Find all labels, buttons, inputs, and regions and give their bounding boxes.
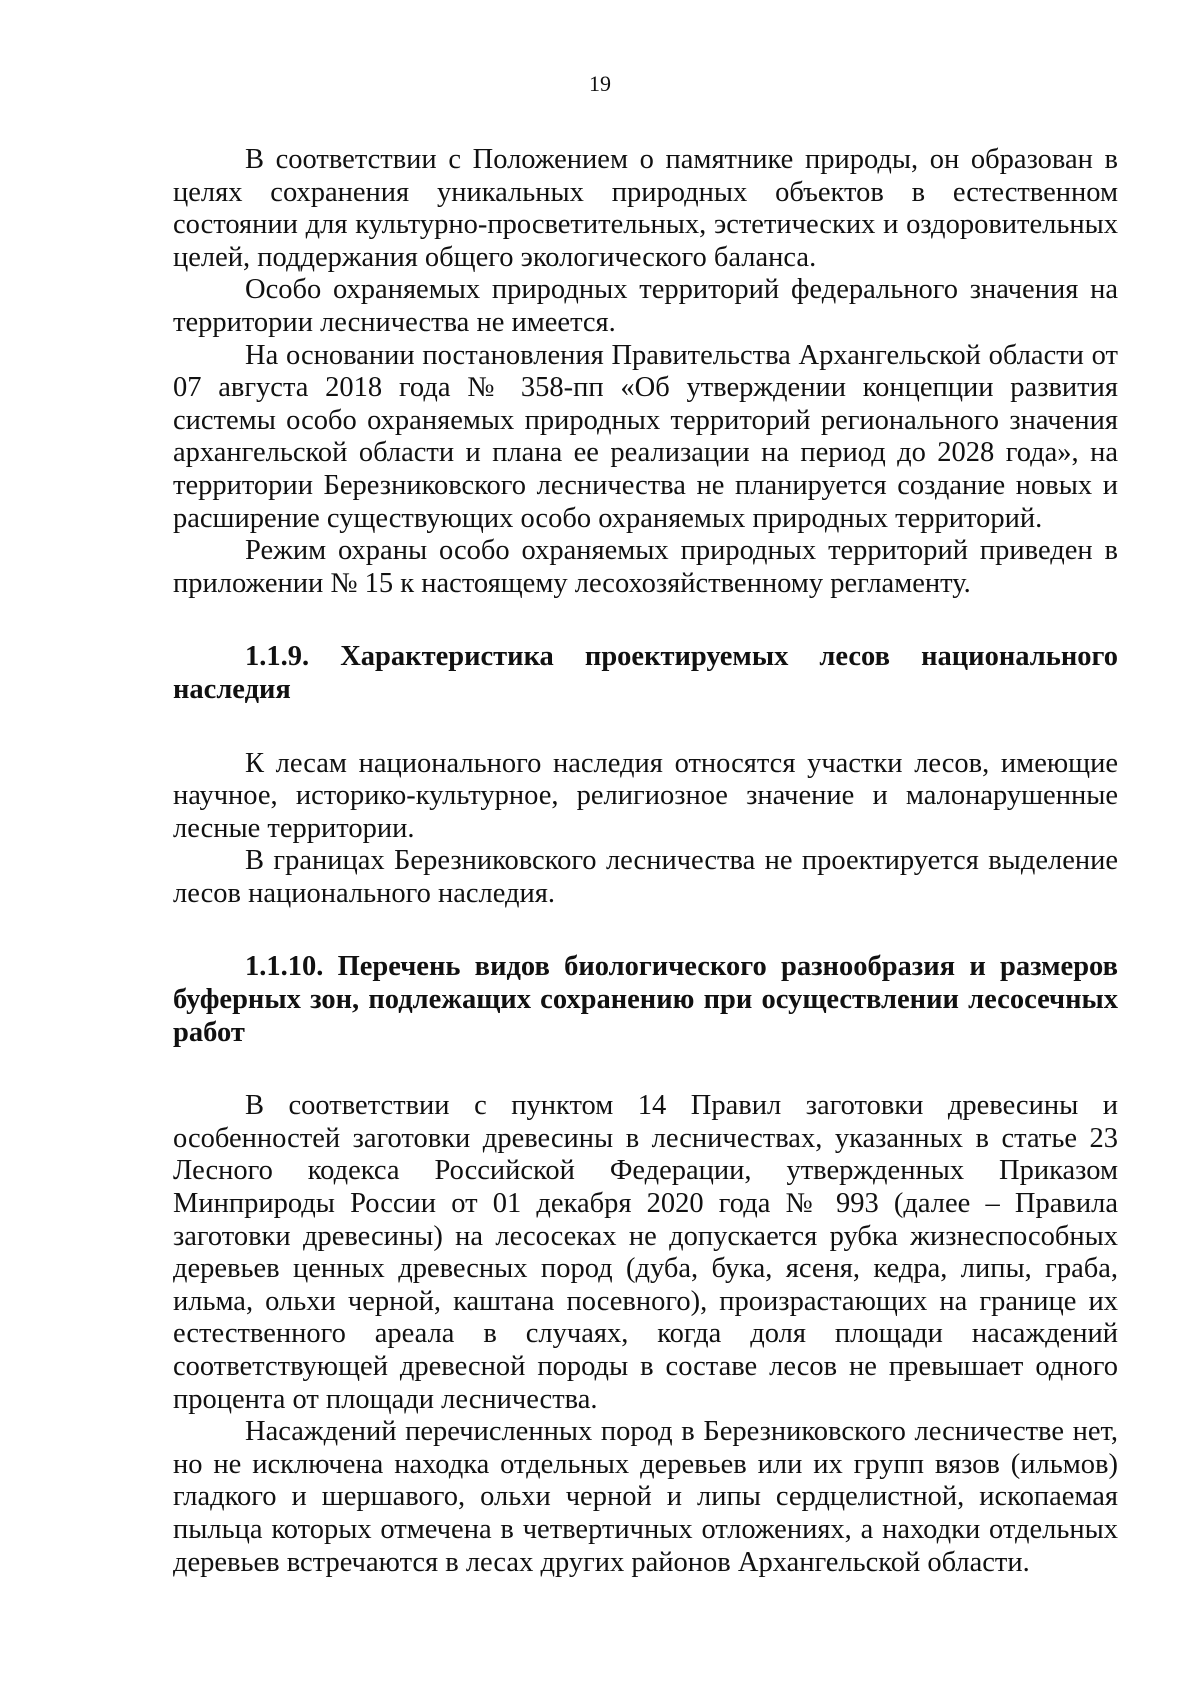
paragraph: В соответствии с пунктом 14 Правил заготовки древесины и особенностей заготовки древесины в лесничествах, указанных в статье 23 Лесного кодекса Российской Федерации, утвержденных Приказом Минприроды России от 01 декабря 2020 года № 993 (далее – Правила заготовки древесины) на лесосеках не допускается рубка жизнеспособных деревьев ценных древесных пород (дуба, бука, ясеня, кедра, липы, граба, ильма, ольхи черной, каштана посевного), произрастающих на границе их естественного ареала в случаях, когда доля площади насаждений соответствующей древесной породы в составе лесов не превышает одного процента от площади лесничества. xyxy=(173,1090,1118,1415)
paragraph: Режим охраны особо охраняемых природных территорий приведен в приложении № 15 к настоящему лесохозяйственному регламенту. xyxy=(173,535,1118,599)
page-number: 19 xyxy=(589,71,611,96)
section-heading-1-1-9: 1.1.9. Характеристика проектируемых лесов национального наследия xyxy=(173,641,1118,705)
paragraph: К лесам национального наследия относятся участки лесов, имеющие научное, историко-культурное, религиозное значение и малонарушенные лесные территории. xyxy=(173,747,1118,844)
paragraph: На основании постановления Правительства Архангельской области от 07 августа 2018 года № 358-пп «Об утверждении концепции развития системы особо охраняемых природных территорий регионального значения архангельской области и плана ее реализации на период до 2028 года», на территории Березниковского лесничества не планируется создание новых и расширение существующих особо охраняемых природных территорий. xyxy=(173,339,1118,534)
section-heading-1-1-10: 1.1.10. Перечень видов биологического разнообразия и размеров буферных зон, подлежащих сохранению при осуществлении лесосечных работ xyxy=(173,951,1118,1048)
paragraph: Насаждений перечисленных пород в Березниковского лесничестве нет, но не исключена находка отдельных деревьев или их групп вязов (ильмов) гладкого и шершавого, ольхи черной и липы сердцелистной, ископаемая пыльца которых отмечена в четвертичных отложениях, а находки отдельных деревьев встречаются в лесах других районов Архангельской области. xyxy=(173,1416,1118,1578)
page-content xyxy=(173,144,1118,1579)
paragraph: В границах Березниковского лесничества не проектируется выделение лесов национального наследия. xyxy=(173,845,1118,909)
paragraph: Особо охраняемых природных территорий федерального значения на территории лесничества не имеется. xyxy=(173,274,1118,338)
paragraph: В соответствии с Положением о памятнике природы, он образован в целях сохранения уникальных природных объектов в естественном состоянии для культурно-просветительных, эстетических и оздоровительных целей, поддержания общего экологического баланса. xyxy=(173,144,1118,273)
